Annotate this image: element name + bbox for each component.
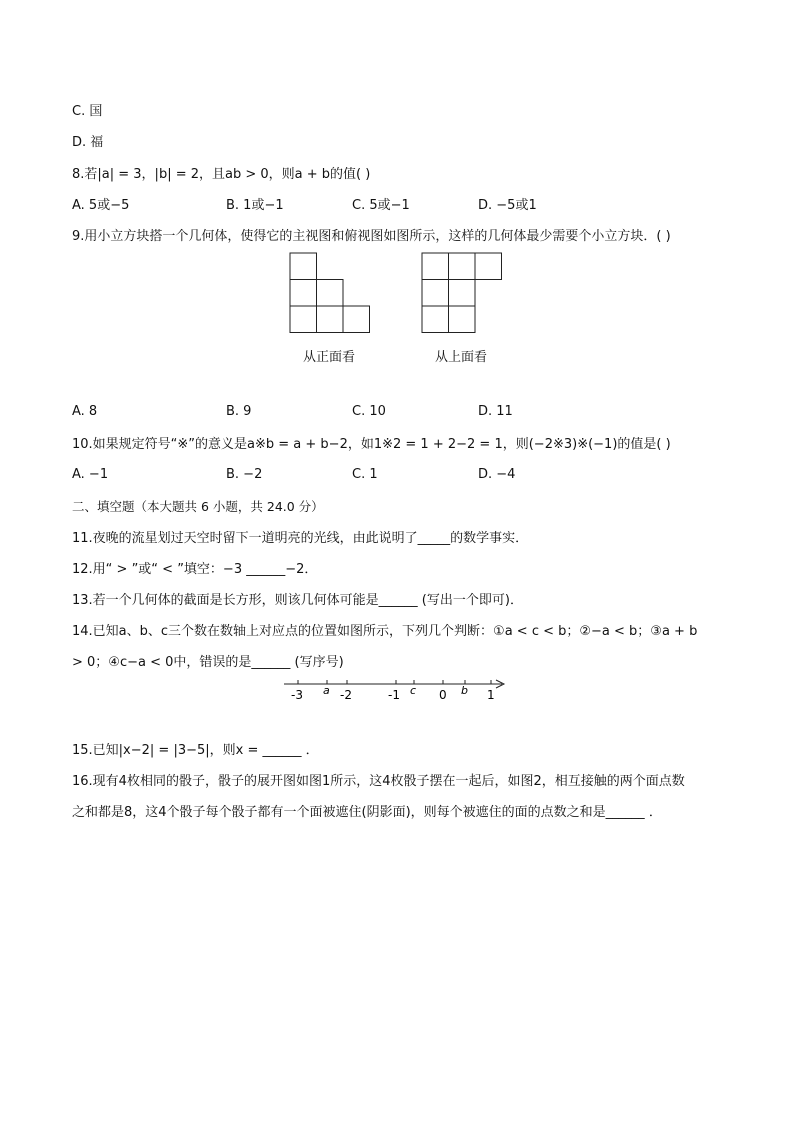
tick-label-neg3: -3 — [291, 688, 303, 702]
q8-option-b: B. 1或−1 — [226, 198, 284, 213]
q8-option-c: C. 5或−1 — [352, 198, 410, 213]
number-line — [280, 674, 512, 704]
option-d-line: D. 福 — [72, 135, 104, 150]
question-8: 8.若|a| = 3，|b| = 2，且ab > 0，则a + b的值( ) — [72, 167, 371, 182]
question-9: 9.用小立方块搭一个几何体，使得它的主视图和俯视图如图所示，这样的几何体最少需要个小立方块．( ) — [72, 229, 671, 244]
q10-option-c: C. 1 — [352, 467, 378, 482]
point-label-b: b — [461, 684, 468, 697]
question-12: 12.用“ > ”或“ < ”填空：−3 ______−2． — [72, 562, 318, 577]
q8-option-d: D. −5或1 — [478, 198, 537, 213]
section-2-heading: 二、填空题（本大题共 6 小题，共 24.0 分） — [72, 499, 324, 514]
q9-top-caption: 从上面看 — [435, 350, 488, 365]
q9-top-view — [421, 252, 505, 336]
question-15: 15.已知|x−2| = |3−5|，则x = ______ ． — [72, 743, 319, 758]
q10-option-a: A. −1 — [72, 467, 109, 482]
option-c-line: C. 国 — [72, 104, 103, 119]
q9-option-a: A. 8 — [72, 404, 98, 419]
question-14-line-1: 14.已知a、b、c三个数在数轴上对应点的位置如图所示，下列几个判断：①a < c < b；②−a < b；③a + b — [72, 624, 698, 639]
question-16-line-2: 之和都是8，这4个骰子每个骰子都有一个面被遮住(阴影面)，则每个被遮住的面的点数之和是______ ． — [72, 805, 662, 820]
q9-option-b: B. 9 — [226, 404, 252, 419]
question-10: 10.如果规定符号“※”的意义是a※b = a + b−2，如1※2 = 1 + 2−2 = 1，则(−2※3)※(−1)的值是( ) — [72, 437, 671, 452]
point-label-a: a — [323, 684, 330, 697]
point-label-c: c — [410, 684, 417, 697]
tick-label-0: 0 — [439, 688, 447, 702]
q9-option-c: C. 10 — [352, 404, 386, 419]
tick-label-1: 1 — [487, 688, 495, 702]
tick-label-neg1: -1 — [388, 688, 400, 702]
q10-option-d: D. −4 — [478, 467, 516, 482]
question-14-line-2: > 0；④c−a < 0中，错误的是______ (写序号) — [72, 655, 344, 670]
q8-option-a: A. 5或−5 — [72, 198, 130, 213]
q10-option-b: B. −2 — [226, 467, 263, 482]
q9-option-d: D. 11 — [478, 404, 513, 419]
question-11: 11.夜晚的流星划过天空时留下一道明亮的光线，由此说明了_____的数学事实． — [72, 531, 529, 546]
q9-front-caption: 从正面看 — [303, 350, 356, 365]
question-13: 13.若一个几何体的截面是长方形，则该几何体可能是______ (写出一个即可)． — [72, 593, 523, 608]
tick-label-neg2: -2 — [340, 688, 352, 702]
q9-front-view — [289, 252, 373, 336]
question-16-line-1: 16.现有4枚相同的骰子，骰子的展开图如图1所示，这4枚骰子摆在一起后，如图2，相互接触的两个面点数 — [72, 774, 685, 789]
